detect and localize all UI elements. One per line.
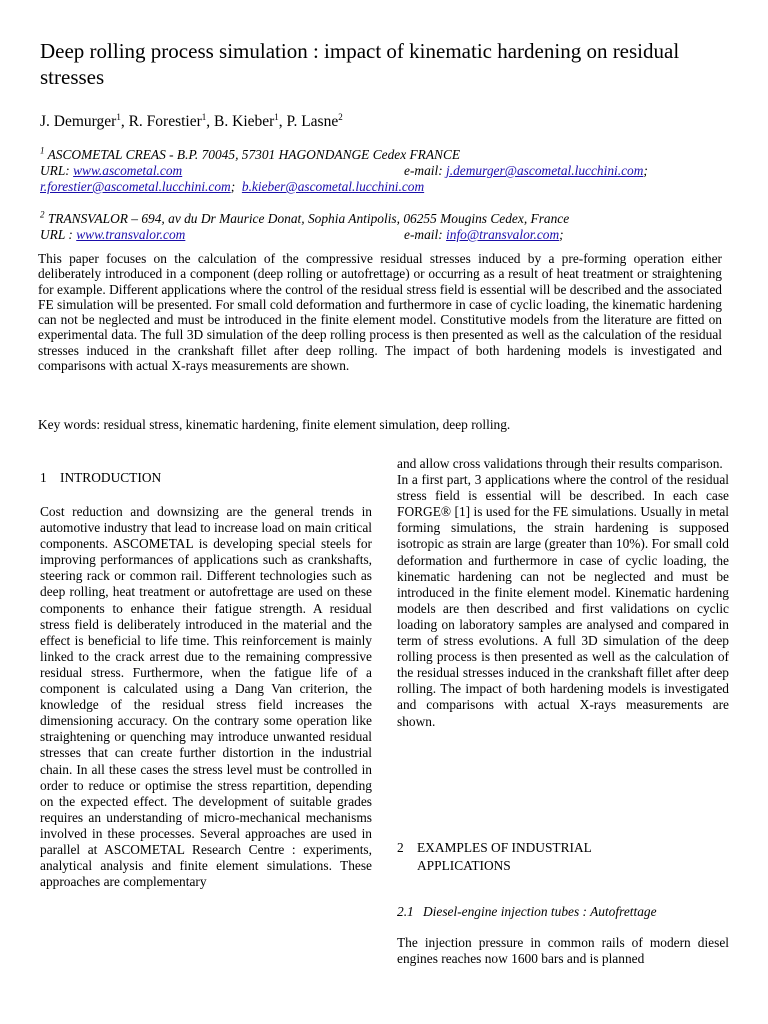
author-list (40, 112, 343, 132)
paragraph: In a first part, 3 applications where the control of the residual stress field is essential will be described. In each case FORGE® [1] is used for the FE simulations. Usually in metal forming simulations, the strain hardening is supposed isotropic as strain are large (greater than 10%). For small cold deformation and furthermore in case of cyclic loading, the kinematic hardening can not be neglected and must be introduced in the finite element model. Kinematic hardening models are then described and first validations on cyclic loading on laboratory samples are analysed and compared in term of stress evolutions. A full 3D simulation of the deep rolling process is then presented as well as the calculation of the residual stresses induced in the crankshaft fillet after deep rolling. The impact of both hardening models is investigated and comparisons with actual X-rays measurements are shown. (397, 472, 729, 729)
affiliation-1: $^1$ ASCOMETAL CREAS - B.P. 70045, 57301 HAGONDANGE Cedex FRANCE URL: www.ascometal.com e-mail: j.demurger@ascometal.lucchini.com; r.forestier@ascometal.lucchini.com; b.kieber@ascometal.lucchini.com (40, 145, 648, 194)
keywords: Key words: residual stress, kinematic hardening, finite element simulation, deep rolling. (38, 417, 511, 432)
section-heading: 2 EXAMPLES OF INDUSTRIAL APPLICATIONS (397, 840, 592, 873)
paper-title: Deep rolling process simulation : impact of kinematic hardening on residual stresses (40, 39, 680, 89)
paragraph: Cost reduction and downsizing are the general trends in automotive industry that lead to increase load on main critical components. ASCOMETAL is developing special steels for improving performances of applications such as crankshafts, steering rack or common rail. Different technologies such as deep rolling, heat treatment or autofrettage are used on these components to enhance their fatigue strength. A residual stress field is deliberately introduced in the material and the effect is beneficial to life time. This reinforcement is mainly linked to the crack arrest due to the remaining compressive residual stress. Furthermore, when the fatigue life of a component is calculated using a Dang Van criterion, the knowledge of the residual stress field increases the dimensioning accuracy. On the contrary some operation like straightening or quenching may introduce unwanted residual stresses that can create further distortion in the industrial chain. In all these cases the stress level must be controlled in order to reduce or optimise the stress repartition, depending on the expected effect. The development of suitable grades requires an understanding of micro-mechanical mechanisms involved in these processes. Several approaches are used in parallel at ASCOMETAL Research Centre : experiments, analytical analysis and finite element simulations. These approaches are complementary (40, 504, 372, 890)
right-column-continued (397, 935, 729, 967)
author: B. Kieber$^1$, (214, 111, 287, 130)
author: P. Lasne$^2$ (286, 111, 343, 130)
url-link[interactable]: www.transvalor.com (76, 227, 186, 242)
section-heading: 1 INTRODUCTION (40, 470, 162, 485)
abstract: This paper focuses on the calculation of the compressive residual stresses induced by a pre-forming operation either deliberately introduced in a component (deep rolling or autofrettage) or occurring as a result of heat treatment or straightening for example. Different applications where the control of the residual stress field is essential will be described and the associated FE simulation will be presented. For small cold deformation and furthermore in case of cyclic loading, the kinematic hardening can not be neglected and must be introduced in the finite element model. Constitutive models from the literature are fitted on experimental data. The full 3D simulation of the deep rolling process is then presented as well as the calculation of the residual stresses induced in the crankshaft fillet after deep rolling. The impact of both hardening models is investigated and comparisons with actual X-rays measurements are shown. (38, 251, 722, 374)
email-link[interactable]: info@transvalor.com (446, 227, 560, 242)
paragraph: The injection pressure in common rails of modern diesel engines reaches now 1600 bars and is planned (397, 935, 729, 967)
affiliation-2: $^2$ TRANSVALOR – 694, av du Dr Maurice Donat, Sophia Antipolis, 06255 Mougins Cedex, France URL : www.transvalor.com e-mail: info@transvalor.com; (40, 209, 570, 242)
email-link[interactable]: r.forestier@ascometal.lucchini.com (40, 179, 231, 194)
author: R. Forestier$^1$, (128, 111, 215, 130)
right-column (397, 456, 729, 730)
left-column (40, 504, 372, 890)
url-link[interactable]: www.ascometal.com (73, 163, 183, 178)
subsection-heading: 2.1 Diesel-engine injection tubes : Autofrettage (397, 904, 657, 919)
author: J. Demurger$^1$, (40, 111, 129, 130)
email-link[interactable]: j.demurger@ascometal.lucchini.com (446, 163, 644, 178)
email-link[interactable]: b.kieber@ascometal.lucchini.com (241, 179, 425, 194)
paragraph: and allow cross validations through their results comparison. (397, 456, 723, 471)
